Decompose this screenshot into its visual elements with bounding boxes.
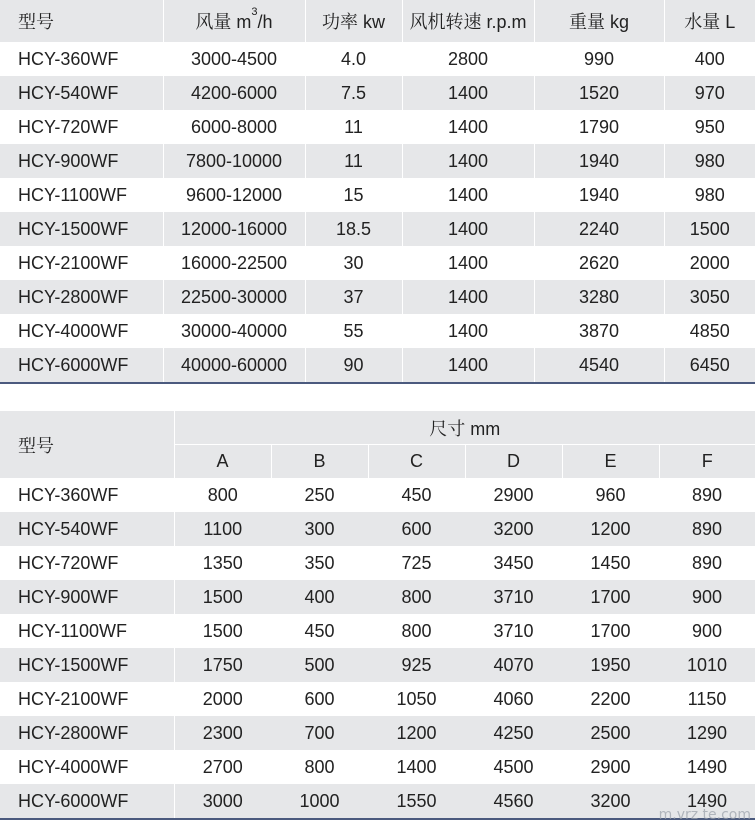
cell-c: 800 — [401, 620, 432, 641]
cell-a: 1500 — [174, 580, 271, 614]
cell-e: 2900 — [590, 756, 631, 777]
cell-model: HCY-4000WF — [0, 314, 163, 348]
cell-weight: 990 — [534, 42, 664, 76]
cell-f: 1490 — [659, 784, 755, 819]
cell-a: 3000 — [174, 784, 271, 819]
cell-weight: 2240 — [534, 212, 664, 246]
cell-airflow: 22500-30000 — [163, 280, 305, 314]
cell-power: 11 — [305, 110, 402, 144]
cell-power: 11 — [305, 144, 402, 178]
cell-model: HCY-4000WF — [0, 750, 174, 784]
dimensions-row — [0, 784, 755, 819]
dims-header-model: 型号 — [0, 411, 174, 478]
dimensions-row — [0, 682, 755, 716]
dimensions-row — [0, 614, 755, 648]
cell-model: HCY-2800WF — [0, 280, 163, 314]
header-airflow — [163, 0, 305, 42]
cell-speed: 1400 — [402, 76, 534, 110]
cell-model: HCY-2800WF — [0, 716, 174, 750]
cell-c: 600 — [368, 512, 465, 546]
dimensions-table — [0, 411, 755, 820]
cell-d: 2900 — [493, 484, 534, 505]
cell-d: 4070 — [465, 648, 562, 682]
cell-c: 1400 — [396, 756, 437, 777]
cell-a: 800 — [207, 484, 238, 505]
specs-row — [0, 314, 755, 348]
dimensions-header-row — [0, 411, 755, 445]
cell-c: 800 — [368, 580, 465, 614]
cell-airflow: 7800-10000 — [163, 144, 305, 178]
cell-model: HCY-1100WF — [0, 178, 163, 212]
dimensions-row — [0, 750, 755, 784]
cell-water: 6450 — [664, 348, 755, 383]
cell-a: 1100 — [174, 512, 271, 546]
cell-c: 1050 — [396, 688, 437, 709]
cell-model: HCY-2100WF — [0, 246, 163, 280]
cell-b: 400 — [271, 580, 368, 614]
cell-b: 450 — [304, 620, 335, 641]
cell-e: 1450 — [590, 552, 631, 573]
cell-model: HCY-720WF — [0, 110, 163, 144]
cell-model: HCY-360WF — [0, 478, 174, 512]
cell-c: 1200 — [368, 716, 465, 750]
cell-e: 1950 — [562, 648, 659, 682]
cell-airflow: 6000-8000 — [163, 110, 305, 144]
cell-e: 2500 — [562, 716, 659, 750]
cell-model: HCY-2100WF — [0, 682, 174, 716]
header-model: 型号 — [0, 0, 163, 42]
cell-c: 725 — [401, 552, 432, 573]
cell-airflow: 16000-22500 — [163, 246, 305, 280]
cell-f: 900 — [692, 620, 723, 641]
specs-row — [0, 348, 755, 383]
cell-power: 30 — [305, 246, 402, 280]
cell-d: 3710 — [465, 580, 562, 614]
cell-airflow: 12000-16000 — [163, 212, 305, 246]
cell-water: 400 — [694, 48, 725, 69]
header-power: 功率 kw — [305, 0, 402, 42]
cell-f: 1290 — [659, 716, 755, 750]
watermark: m.vrz te.com — [658, 807, 751, 823]
cell-airflow: 3000-4500 — [163, 42, 305, 76]
cell-d: 3450 — [493, 552, 534, 573]
cell-water: 4850 — [689, 320, 730, 341]
cell-model: HCY-540WF — [0, 76, 163, 110]
cell-weight: 3280 — [534, 280, 664, 314]
cell-weight: 1940 — [534, 178, 664, 212]
specs-header-row — [0, 0, 755, 42]
cell-b: 1000 — [271, 784, 368, 819]
cell-a: 2300 — [174, 716, 271, 750]
cell-weight: 3870 — [534, 314, 664, 348]
cell-power: 7.5 — [305, 76, 402, 110]
cell-c: 450 — [401, 484, 432, 505]
specs-row — [0, 42, 755, 76]
cell-power: 4.0 — [305, 42, 402, 76]
cell-power: 55 — [305, 314, 402, 348]
cell-f: 890 — [659, 512, 755, 546]
cell-speed: 1400 — [402, 348, 534, 383]
cell-water: 3050 — [664, 280, 755, 314]
cell-e: 3200 — [562, 784, 659, 819]
dimensions-row — [0, 648, 755, 682]
cell-b: 700 — [271, 716, 368, 750]
cell-f: 1150 — [687, 688, 727, 709]
cell-e: 2200 — [590, 688, 631, 709]
cell-d: 3200 — [465, 512, 562, 546]
dims-header-dimensions: 尺寸 mm — [174, 411, 755, 445]
cell-water: 950 — [694, 116, 725, 137]
cell-speed: 2800 — [402, 42, 534, 76]
cell-e: 960 — [595, 484, 626, 505]
cell-model: HCY-360WF — [0, 42, 163, 76]
cell-airflow: 4200-6000 — [163, 76, 305, 110]
cell-a: 2700 — [202, 756, 243, 777]
cell-water: 2000 — [689, 252, 730, 273]
cell-model: HCY-540WF — [0, 512, 174, 546]
cell-f: 890 — [692, 484, 723, 505]
cell-c: 925 — [368, 648, 465, 682]
cell-d: 4500 — [493, 756, 534, 777]
cell-a: 1500 — [202, 620, 243, 641]
cell-a: 2000 — [202, 688, 243, 709]
cell-airflow: 30000-40000 — [163, 314, 305, 348]
cell-f: 1490 — [687, 756, 728, 777]
cell-power: 37 — [305, 280, 402, 314]
cell-power: 18.5 — [305, 212, 402, 246]
cell-e: 1700 — [590, 620, 631, 641]
cell-model: HCY-900WF — [0, 580, 174, 614]
cell-weight: 1940 — [534, 144, 664, 178]
cell-b: 500 — [271, 648, 368, 682]
cell-f: 890 — [692, 552, 723, 573]
specs-row — [0, 280, 755, 314]
dims-header-b: B — [271, 445, 368, 479]
cell-b: 300 — [271, 512, 368, 546]
cell-model: HCY-6000WF — [0, 784, 174, 819]
cell-model: HCY-1500WF — [0, 212, 163, 246]
cell-speed: 1400 — [402, 314, 534, 348]
header-airflow-sup: 3 — [251, 6, 258, 18]
dims-header-d: D — [465, 445, 562, 479]
specs-row — [0, 76, 755, 110]
cell-b: 800 — [304, 756, 335, 777]
cell-d: 4560 — [465, 784, 562, 819]
cell-water: 980 — [664, 144, 755, 178]
specs-row — [0, 178, 755, 212]
cell-a: 1750 — [174, 648, 271, 682]
cell-model: HCY-900WF — [0, 144, 163, 178]
dims-header-f: F — [659, 445, 755, 479]
specs-row — [0, 212, 755, 246]
cell-airflow: 40000-60000 — [163, 348, 305, 383]
cell-a: 1350 — [202, 552, 243, 573]
dimensions-row — [0, 512, 755, 546]
header-airflow-suffix: /h — [257, 12, 273, 32]
cell-speed: 1400 — [402, 110, 534, 144]
cell-weight: 1790 — [534, 110, 664, 144]
cell-water: 970 — [664, 76, 755, 110]
cell-speed: 1400 — [402, 178, 534, 212]
cell-f: 1010 — [659, 648, 755, 682]
cell-e: 1200 — [562, 512, 659, 546]
dimensions-row — [0, 580, 755, 614]
header-water: 水量 L — [664, 0, 755, 42]
dimensions-row — [0, 716, 755, 750]
cell-d: 3710 — [493, 620, 534, 641]
cell-speed: 1400 — [402, 212, 534, 246]
cell-speed: 1400 — [402, 280, 534, 314]
cell-c: 1550 — [368, 784, 465, 819]
dimensions-row — [0, 478, 755, 512]
cell-model: HCY-6000WF — [0, 348, 163, 383]
cell-model: HCY-1100WF — [0, 614, 174, 648]
cell-water: 1500 — [664, 212, 755, 246]
cell-model: HCY-1500WF — [0, 648, 174, 682]
cell-power: 15 — [305, 178, 402, 212]
dimensions-row — [0, 546, 755, 580]
cell-f: 900 — [659, 580, 755, 614]
header-weight: 重量 kg — [534, 0, 664, 42]
cell-b: 600 — [304, 688, 335, 709]
cell-weight: 1520 — [534, 76, 664, 110]
cell-d: 4060 — [493, 688, 534, 709]
dims-header-c: C — [368, 445, 465, 479]
cell-b: 250 — [304, 484, 335, 505]
specs-table — [0, 0, 755, 384]
cell-power: 90 — [305, 348, 402, 383]
cell-e: 1700 — [562, 580, 659, 614]
cell-b: 350 — [304, 552, 335, 573]
cell-water: 980 — [694, 184, 725, 205]
cell-airflow: 9600-12000 — [163, 178, 305, 212]
cell-d: 4250 — [465, 716, 562, 750]
cell-speed: 1400 — [402, 246, 534, 280]
cell-weight: 2620 — [534, 246, 664, 280]
cell-model: HCY-720WF — [0, 546, 174, 580]
dims-header-e: E — [562, 445, 659, 479]
cell-weight: 4540 — [534, 348, 664, 383]
specs-row — [0, 110, 755, 144]
header-airflow-prefix: 风量 m — [195, 12, 252, 32]
specs-row — [0, 144, 755, 178]
specs-row — [0, 246, 755, 280]
cell-speed: 1400 — [402, 144, 534, 178]
dims-header-a: A — [174, 445, 271, 479]
header-speed: 风机转速 r.p.m — [402, 0, 534, 42]
